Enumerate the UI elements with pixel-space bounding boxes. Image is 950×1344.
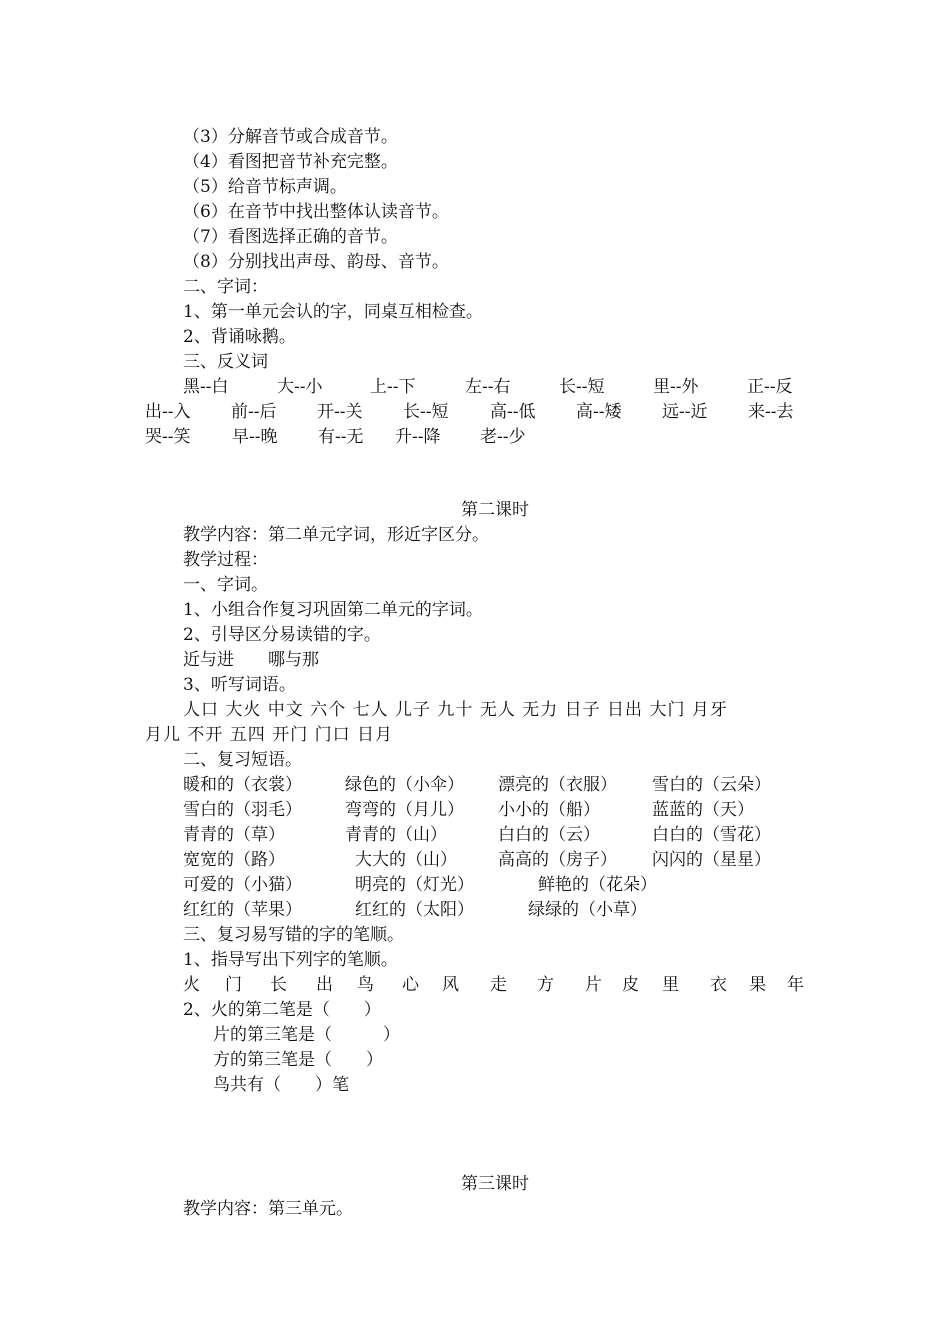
antonym-row <box>0 375 950 399</box>
antonym-pair: 开--关 <box>317 402 363 422</box>
antonym-pair: 来--去 <box>748 402 794 422</box>
antonym-row <box>0 425 950 449</box>
antonym-row <box>0 400 950 424</box>
phrase-row <box>0 798 950 822</box>
phrase: 大大的（山） <box>355 850 457 870</box>
phrase-row <box>0 873 950 897</box>
stroke-char: 风 <box>442 975 459 995</box>
section-heading: 三、复习易写错的字的笔顺。 <box>183 925 404 945</box>
phrase: 绿色的（小伞） <box>345 775 464 795</box>
stroke-char: 出 <box>316 975 333 995</box>
text-line: 3、听写词语。 <box>183 675 296 695</box>
phrase: 可爱的（小猫） <box>183 875 302 895</box>
antonym-pair: 正--反 <box>747 377 793 397</box>
phrase: 蓝蓝的（天） <box>652 800 754 820</box>
text-line: 教学内容：第三单元。 <box>183 1199 353 1219</box>
antonym-pair: 大--小 <box>277 377 323 397</box>
phrase: 宽宽的（路） <box>183 850 285 870</box>
text-line: （6）在音节中找出整体认读音节。 <box>183 202 449 222</box>
stroke-char: 火 <box>183 975 200 995</box>
phrase: 暖和的（衣裳） <box>183 775 302 795</box>
phrase: 青青的（山） <box>345 825 447 845</box>
lesson-3-title: 第三课时 <box>461 1174 529 1194</box>
stroke-char: 心 <box>402 975 419 995</box>
antonym-pair: 升--降 <box>395 427 441 447</box>
phrase: 明亮的（灯光） <box>355 875 474 895</box>
phrase-row <box>0 848 950 872</box>
text-line: 1、指导写出下列字的笔顺。 <box>183 950 398 970</box>
antonym-pair: 早--晚 <box>232 427 278 447</box>
question-line: 片的第三笔是（ ） <box>213 1025 400 1045</box>
stroke-chars-row <box>0 973 950 997</box>
phrase: 雪白的（羽毛） <box>183 800 302 820</box>
stroke-char: 片 <box>585 975 602 995</box>
dictation-words: 月儿 不开 五四 开门 门口 日月 <box>145 725 394 745</box>
stroke-char: 年 <box>787 975 804 995</box>
antonym-pair: 老--少 <box>480 427 526 447</box>
text-line: 近与进 哪与那 <box>183 650 319 670</box>
phrase-row <box>0 773 950 797</box>
text-line: （5）给音节标声调。 <box>183 177 347 197</box>
antonym-pair: 远--近 <box>662 402 708 422</box>
phrase: 弯弯的（月儿） <box>345 800 464 820</box>
text-line: 1、第一单元会认的字，同桌互相检查。 <box>183 302 483 322</box>
antonym-pair: 长--短 <box>559 377 605 397</box>
antonym-pair: 黑--白 <box>183 377 229 397</box>
stroke-char: 衣 <box>710 975 727 995</box>
phrase-row <box>0 898 950 922</box>
phrase: 红红的（苹果） <box>183 900 302 920</box>
antonym-pair: 左--右 <box>465 377 511 397</box>
section-heading: 三、反义词 <box>183 352 268 372</box>
phrase: 闪闪的（星星） <box>652 850 771 870</box>
stroke-char: 果 <box>749 975 766 995</box>
antonym-pair: 高--矮 <box>576 402 622 422</box>
phrase: 白白的（雪花） <box>652 825 771 845</box>
text-line: 1、小组合作复习巩固第二单元的字词。 <box>183 600 483 620</box>
antonym-pair: 有--无 <box>318 427 364 447</box>
lesson-2-title: 第二课时 <box>461 500 529 520</box>
antonym-pair: 哭--笑 <box>145 427 191 447</box>
text-line: （4）看图把音节补充完整。 <box>183 152 398 172</box>
stroke-char: 门 <box>225 975 242 995</box>
antonym-pair: 前--后 <box>231 402 277 422</box>
antonym-pair: 上--下 <box>370 377 416 397</box>
stroke-char: 长 <box>270 975 287 995</box>
stroke-char: 皮 <box>622 975 639 995</box>
phrase: 青青的（草） <box>183 825 285 845</box>
section-heading: 二、字词： <box>183 277 268 297</box>
question-line: 方的第三笔是（ ） <box>213 1050 383 1070</box>
phrase: 雪白的（云朵） <box>652 775 771 795</box>
stroke-char: 里 <box>662 975 679 995</box>
text-line: （7）看图选择正确的音节。 <box>183 227 398 247</box>
question-line: 2、火的第二笔是（ ） <box>183 1000 381 1020</box>
stroke-char: 方 <box>537 975 554 995</box>
phrase: 漂亮的（衣服） <box>498 775 617 795</box>
text-line: （8）分别找出声母、韵母、音节。 <box>183 252 449 272</box>
text-line: 教学内容：第二单元字词，形近字区分。 <box>183 525 489 545</box>
text-line: 2、背诵咏鹅。 <box>183 327 296 347</box>
phrase: 高高的（房子） <box>498 850 617 870</box>
phrase: 鲜艳的（花朵） <box>538 875 657 895</box>
antonym-pair: 长--短 <box>403 402 449 422</box>
section-heading: 二、复习短语。 <box>183 750 302 770</box>
phrase: 红红的（太阳） <box>355 900 474 920</box>
antonym-pair: 出--入 <box>145 402 191 422</box>
text-line: 2、引导区分易读错的字。 <box>183 625 381 645</box>
phrase: 白白的（云） <box>498 825 600 845</box>
text-line: 教学过程： <box>183 550 268 570</box>
stroke-char: 走 <box>490 975 507 995</box>
section-heading: 一、字词。 <box>183 575 268 595</box>
phrase-row <box>0 823 950 847</box>
question-line: 鸟共有（ ）笔 <box>213 1075 349 1095</box>
dictation-words: 人口 大火 中文 六个 七人 儿子 九十 无人 无力 日子 日出 大门 月牙 <box>183 700 728 720</box>
antonym-pair: 高--低 <box>490 402 536 422</box>
phrase: 小小的（船） <box>498 800 600 820</box>
antonym-pair: 里--外 <box>653 377 699 397</box>
phrase: 绿绿的（小草） <box>528 900 647 920</box>
stroke-char: 鸟 <box>357 975 374 995</box>
text-line: （3）分解音节或合成音节。 <box>183 127 398 147</box>
